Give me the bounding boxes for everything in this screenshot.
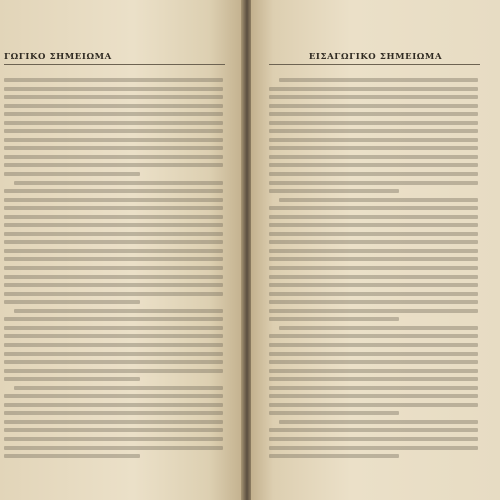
text-line xyxy=(269,206,478,210)
text-line xyxy=(269,446,478,450)
text-line xyxy=(4,121,223,125)
text-line xyxy=(269,309,478,313)
text-line xyxy=(269,223,478,227)
text-line xyxy=(269,232,478,236)
text-line xyxy=(4,283,223,287)
text-line xyxy=(14,309,223,313)
text-line xyxy=(279,326,478,330)
text-line xyxy=(279,420,478,424)
text-line xyxy=(4,95,223,99)
text-line xyxy=(4,223,223,227)
text-line xyxy=(4,411,223,415)
text-line xyxy=(269,104,478,108)
text-line xyxy=(269,266,478,270)
text-line xyxy=(269,386,478,390)
right-page xyxy=(251,0,500,500)
text-line xyxy=(269,411,399,415)
text-line xyxy=(4,428,223,432)
text-line xyxy=(269,360,478,364)
text-line xyxy=(4,78,223,82)
text-line xyxy=(4,446,223,450)
text-line xyxy=(14,181,223,185)
text-line xyxy=(4,155,223,159)
text-line xyxy=(269,172,478,176)
text-line xyxy=(269,317,399,321)
text-line xyxy=(269,189,399,193)
text-line xyxy=(4,266,223,270)
text-line xyxy=(269,249,478,253)
text-line xyxy=(4,437,223,441)
left-body-text xyxy=(4,78,223,464)
text-line xyxy=(4,377,140,381)
text-line xyxy=(4,317,223,321)
left-header-rule xyxy=(4,64,225,65)
text-line xyxy=(4,104,223,108)
text-line xyxy=(4,454,140,458)
text-line xyxy=(14,386,223,390)
text-line xyxy=(269,257,478,261)
text-line xyxy=(269,283,478,287)
text-line xyxy=(269,437,478,441)
text-line xyxy=(4,129,223,133)
text-line xyxy=(4,146,223,150)
text-line xyxy=(269,454,399,458)
text-line xyxy=(269,352,478,356)
text-line xyxy=(269,394,478,398)
right-running-head: ΕΙΣΑΓΩΓΙΚΟ ΣΗΜΕΙΩΜΑ xyxy=(308,52,443,62)
text-line xyxy=(4,249,223,253)
text-line xyxy=(4,343,223,347)
text-line xyxy=(4,215,223,219)
text-line xyxy=(269,121,478,125)
text-line xyxy=(4,403,223,407)
text-line xyxy=(269,403,478,407)
text-line xyxy=(269,334,478,338)
text-line xyxy=(4,206,223,210)
text-line xyxy=(269,275,478,279)
text-line xyxy=(4,87,223,91)
left-running-head: ΓΩΓΙΚΟ ΣΗΜΕΙΩΜΑ xyxy=(4,52,112,62)
text-line xyxy=(4,292,223,296)
text-line xyxy=(269,181,478,185)
text-line xyxy=(4,198,223,202)
text-line xyxy=(269,292,478,296)
text-line xyxy=(269,369,478,373)
text-line xyxy=(279,198,478,202)
text-line xyxy=(269,240,478,244)
text-line xyxy=(269,428,478,432)
text-line xyxy=(4,420,223,424)
text-line xyxy=(4,232,223,236)
right-body-text xyxy=(269,78,478,464)
text-line xyxy=(4,334,223,338)
text-line xyxy=(4,352,223,356)
text-line xyxy=(269,155,478,159)
text-line xyxy=(4,394,223,398)
text-line xyxy=(269,129,478,133)
text-line xyxy=(4,240,223,244)
text-line xyxy=(269,87,478,91)
text-line xyxy=(4,275,223,279)
text-line xyxy=(269,215,478,219)
text-line xyxy=(269,163,478,167)
text-line xyxy=(4,163,223,167)
text-line xyxy=(269,343,478,347)
text-line xyxy=(269,112,478,116)
text-line xyxy=(269,95,478,99)
text-line xyxy=(4,360,223,364)
text-line xyxy=(269,138,478,142)
right-header-rule xyxy=(269,64,480,65)
text-line xyxy=(4,326,223,330)
text-line xyxy=(4,112,223,116)
text-line xyxy=(279,78,478,82)
text-line xyxy=(4,369,223,373)
left-page xyxy=(0,0,243,500)
text-line xyxy=(269,377,478,381)
text-line xyxy=(4,172,140,176)
text-line xyxy=(4,257,223,261)
text-line xyxy=(4,138,223,142)
text-line xyxy=(269,300,478,304)
text-line xyxy=(4,300,140,304)
text-line xyxy=(269,146,478,150)
text-line xyxy=(4,189,223,193)
